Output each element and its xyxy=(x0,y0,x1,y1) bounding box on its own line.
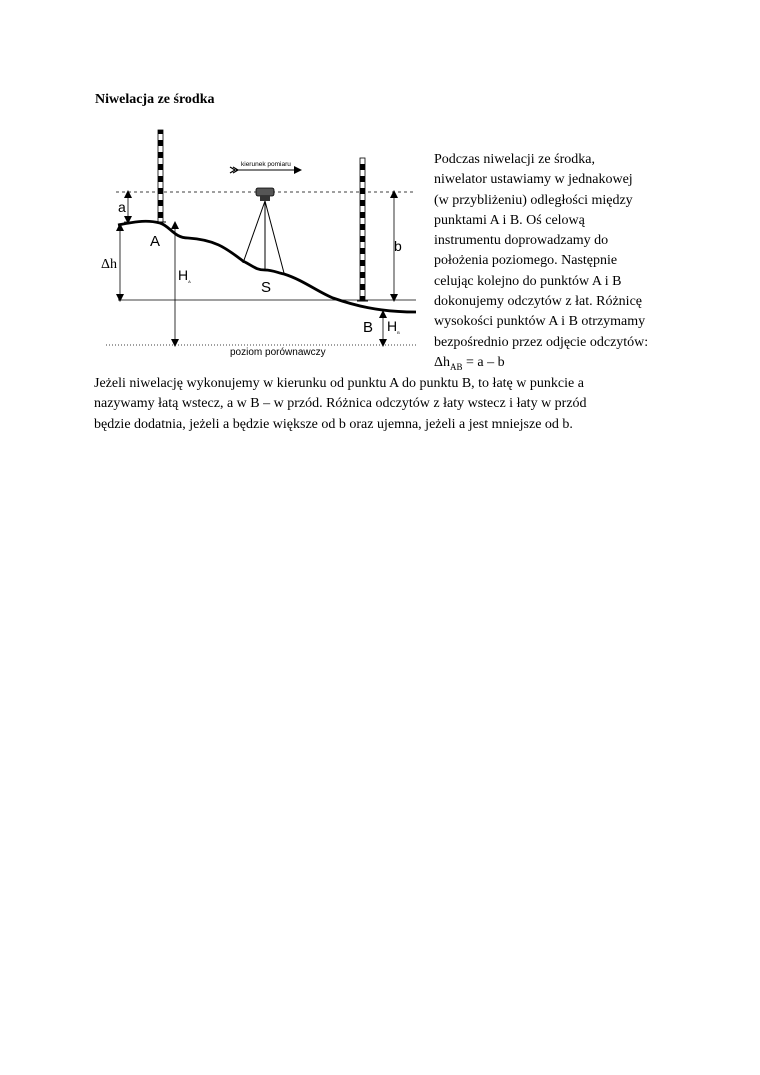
side-line: instrumentu doprowadzamy do xyxy=(434,233,609,249)
bottom-line: Jeżeli niwelację wykonujemy w kierunku od punktu A do punktu B, to łatę w punkcie a xyxy=(94,376,584,391)
side-line: Podczas niwelacji ze środka, xyxy=(434,152,595,167)
direction-label: kierunek pomiaru xyxy=(241,161,291,168)
label-point-b: B xyxy=(363,319,374,336)
side-line: wysokości punktów A i B otrzymamy xyxy=(434,314,646,330)
side-line: punktami A i B. Oś celową xyxy=(434,212,585,228)
side-line: (w przybliżeniu) odległości między xyxy=(434,192,633,208)
side-paragraph xyxy=(434,150,674,377)
bottom-line: będzie dodatnia, jeżeli a będzie większe od b oraz ujemna, jeżeli a jest mniejsze od b. xyxy=(94,416,573,432)
side-line: położenia poziomego. Następnie xyxy=(434,253,618,269)
label-a: a xyxy=(118,199,126,215)
label-datum: poziom porównawczy xyxy=(230,347,326,358)
formula-rhs: = a – b xyxy=(462,354,505,370)
staff-a xyxy=(158,130,163,222)
label-hb: $H_B$ xyxy=(387,318,400,335)
page-title: Niwelacja ze środka xyxy=(95,92,215,107)
formula-sub: AB xyxy=(450,361,463,372)
bottom-paragraph xyxy=(94,374,664,435)
side-line: niwelator ustawiamy w jednakowej xyxy=(434,172,633,188)
formula-lhs: Δh xyxy=(434,354,451,370)
label-delta-h: Δh xyxy=(101,257,118,272)
staff-b xyxy=(360,158,365,300)
label-station: S xyxy=(261,279,272,296)
side-line: bezpośrednio przez odjęcie odczytów: xyxy=(434,334,649,350)
leveling-diagram xyxy=(98,128,418,363)
label-b: b xyxy=(394,238,402,254)
bottom-line: nazywamy łatą wstecz, a w B – w przód. Różnica odczytów z łaty wstecz i łaty w przód xyxy=(94,396,587,412)
side-line: dokonujemy odczytów z łat. Różnicę xyxy=(434,294,642,310)
label-point-a: A xyxy=(150,233,161,250)
side-line: celując kolejno do punktów A i B xyxy=(434,273,622,289)
level-instrument xyxy=(243,188,284,273)
terrain-profile xyxy=(118,221,416,312)
label-ha: $H_A$ xyxy=(178,267,191,284)
